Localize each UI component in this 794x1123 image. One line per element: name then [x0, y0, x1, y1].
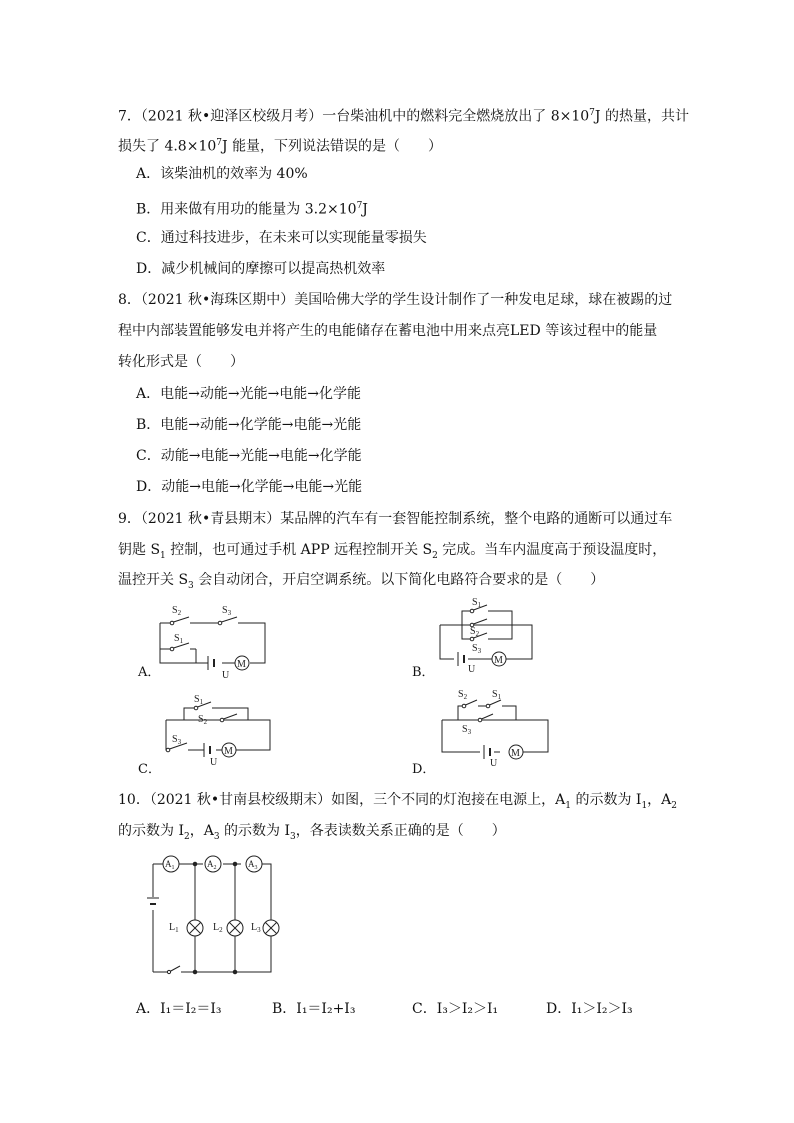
q10-option-d: D．I₁＞I₂＞I₃ — [546, 1001, 633, 1017]
svg-text:U: U — [490, 758, 498, 769]
svg-text:S3: $S_3$ — [172, 734, 182, 746]
q8-stem-line1: 8．（2021 秋•海珠区期中）美国哈佛大学的学生设计制作了一种发电足球，球在被踢的过 — [118, 292, 673, 308]
q7-option-b: B．用来做有用功的能量为 $3.2\times 10^7J$ — [136, 201, 368, 218]
svg-text:A1: $A_1$ — [165, 859, 175, 871]
svg-text:M: M — [494, 655, 503, 666]
q7-option-c: C．通过科技进步，在未来可以实现能量零损失 — [136, 230, 427, 246]
q8-option-b: B．电能→动能→化学能→电能→光能 — [136, 417, 362, 433]
q7-option-d: D．减少机械间的摩擦可以提高热机效率 — [136, 261, 386, 277]
q10-option-c: C．I₃＞I₂＞I₁ — [412, 1001, 499, 1017]
circuit-diagram-b — [432, 597, 552, 675]
svg-text:S1: $S_1$ — [174, 633, 184, 645]
svg-text:S3: $S_3$ — [222, 605, 232, 617]
q9-stem-line2: 钥匙 $S_1$ 控制，也可通过手机 APP 远程控制开关 $S_2$ 完成。当车内温度高于预设温度时， — [118, 542, 667, 561]
svg-text:S1: $S_1$ — [194, 694, 204, 706]
q10-circuit-diagram — [145, 852, 295, 982]
q7-option-a: A．该柴油机的效率为 40% — [136, 166, 308, 182]
q8-stem-line2: 程中内部装置能够发电并将产生的电能储存在蓄电池中用来点亮LED 等该过程中的能量 — [118, 323, 658, 339]
q8-option-a: A．电能→动能→光能→电能→化学能 — [136, 386, 362, 402]
svg-text:S2: $S_2$ — [172, 605, 182, 617]
circuit-diagram-c — [160, 690, 280, 768]
q8-option-c: C．动能→电能→光能→电能→化学能 — [136, 448, 362, 464]
svg-text:S1: $S_1$ — [472, 597, 482, 609]
svg-text:S2: $S_2$ — [198, 714, 208, 726]
svg-text:S1: $S_1$ — [492, 689, 502, 701]
q9-option-a-label: A． — [138, 665, 161, 680]
q7-stem-line1: 7．（2021 秋•迎泽区校级月考）一台柴油机中的燃料完全燃烧放出了 $8\times 10^7J$ 的热量，共计 — [118, 108, 689, 125]
circuit-diagram-a — [150, 603, 270, 681]
svg-text:U: U — [210, 757, 218, 768]
q7-stem-line2: 损失了 $4.8\times 10^7J$ 能量，下列说法错误的是（ ） — [118, 138, 443, 155]
svg-text:S3: $S_3$ — [472, 643, 482, 655]
svg-text:L3: $L_3$ — [251, 922, 261, 934]
q9-option-d-label: D． — [412, 762, 436, 777]
q8-stem-line3: 转化形式是（ ） — [118, 354, 244, 370]
svg-text:S2: $S_2$ — [470, 626, 480, 638]
svg-text:M: M — [224, 746, 233, 757]
q10-stem-line1: 10．（2021 秋•甘南县校级期末）如图，三个不同的灯泡接在电源上，$A_1$ 的示数为 $I_1$，$A_2$ — [118, 792, 678, 811]
q9-option-c-label: C． — [138, 762, 161, 777]
q9-stem-line1: 9．（2021 秋•青县期末）某品牌的汽车有一套智能控制系统，整个电路的通断可以通过车 — [118, 511, 673, 527]
svg-text:M: M — [237, 659, 246, 670]
q8-option-d: D．动能→电能→化学能→电能→光能 — [136, 479, 363, 495]
circuit-diagram-d — [436, 686, 556, 768]
q9-stem-line3: 温控开关 $S_3$ 会自动闭合，开启空调系统。以下简化电路符合要求的是（ ） — [118, 572, 605, 591]
svg-text:M: M — [511, 748, 520, 759]
svg-text:L1: $L_1$ — [169, 922, 179, 934]
svg-text:S3: $S_3$ — [462, 724, 472, 736]
svg-text:L2: $L_2$ — [213, 922, 223, 934]
svg-text:A2: $A_2$ — [207, 859, 217, 871]
svg-text:S2: $S_2$ — [458, 689, 468, 701]
svg-text:U: U — [468, 664, 476, 675]
q10-option-b: B．I₁＝I₂+I₃ — [272, 1001, 356, 1017]
svg-text:A3: $A_3$ — [248, 859, 258, 871]
q9-option-b-label: B． — [412, 665, 435, 680]
q10-option-a: A．I₁＝I₂＝I₃ — [136, 1001, 222, 1017]
svg-text:U: U — [222, 670, 230, 681]
q10-stem-line2: 的示数为 $I_2$，$A_3$ 的示数为 $I_3$，各表读数关系正确的是（ ） — [118, 823, 506, 842]
